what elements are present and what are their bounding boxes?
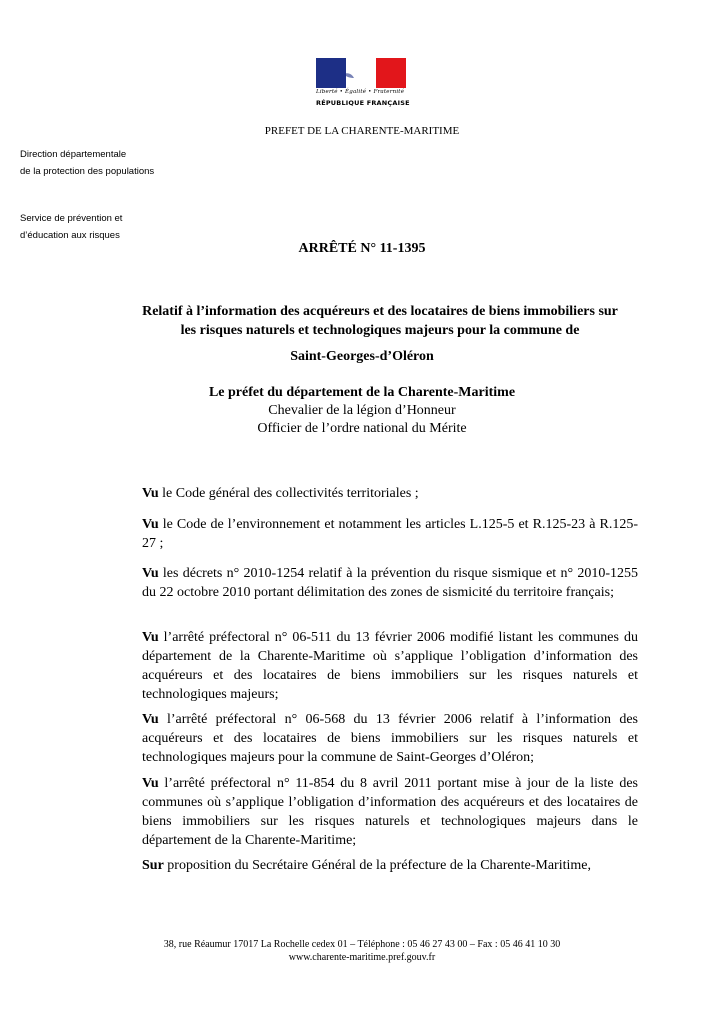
republique-francaise-logo	[316, 58, 410, 110]
prefet-honor-2: Officier de l’ordre national du Mérite	[257, 421, 467, 436]
consideration-text: proposition du Secrétaire Général de la préfecture de la Charente-Maritime,	[163, 858, 591, 873]
consideration-paragraph	[142, 484, 638, 503]
service-line-2: d’éducation aux risques	[20, 230, 120, 241]
consideration-paragraph	[142, 710, 638, 767]
consideration-keyword: Vu	[142, 486, 159, 501]
logo-motto: Liberté • Égalité • Fraternité	[316, 89, 405, 95]
page-footer	[0, 938, 724, 964]
prefet-title: Le préfet du département de la Charente-Maritime	[208, 385, 516, 400]
service-line-1: Service de prévention et	[20, 213, 123, 224]
arrete-number: ARRÊTÉ N° 11-1395	[298, 241, 426, 256]
consideration-keyword: Vu	[142, 712, 159, 727]
consideration-keyword: Sur	[142, 858, 164, 873]
direction-line-2: de la protection des populations	[20, 166, 155, 177]
prefet-titles	[0, 384, 724, 438]
consideration-paragraph	[142, 774, 638, 850]
consideration-text: l’arrêté préfectoral n° 06-511 du 13 février 2006 modifié listant les communes du département de la Charente-Maritime où s’applique l’obligation d’information des acquéreurs et des locataires de biens immobiliers sur les risques naturels et technologiques majeurs;	[142, 630, 638, 702]
commune-name: Saint-Georges-d’Oléron	[290, 349, 434, 364]
prefet-heading: PREFET DE LA CHARENTE-MARITIME	[264, 125, 460, 137]
direction-label	[20, 146, 154, 180]
direction-line-1: Direction départementale	[20, 149, 127, 160]
consideration-paragraph	[142, 856, 638, 875]
service-label	[20, 210, 122, 244]
consideration-paragraph	[142, 564, 638, 602]
consideration-keyword: Vu	[142, 517, 159, 532]
footer-address: 38, rue Réaumur 17017 La Rochelle cedex 01 – Téléphone : 05 46 27 43 00 – Fax : 05 46 41 10 30	[163, 939, 561, 950]
prefet-honor-1: Chevalier de la légion d’Honneur	[268, 403, 456, 418]
marianne-profile-icon	[336, 60, 376, 88]
consideration-text: le Code de l’environnement et notamment les articles L.125-5 et R.125-23 à R.125-27 ;	[142, 517, 638, 551]
consideration-text: l’arrêté préfectoral n° 11-854 du 8 avril 2011 portant mise à jour de la liste des communes où s’applique l’obligation d’information des acquéreurs et des locataires de biens immobiliers sur les risques naturels et technologiques majeurs dans le département de la Charente-Maritime;	[142, 776, 638, 848]
consideration-keyword: Vu	[142, 776, 159, 791]
logo-name: RÉPUBLIQUE FRANÇAISE	[316, 99, 410, 107]
consideration-keyword: Vu	[142, 630, 159, 645]
footer-website[interactable]: www.charente-maritime.pref.gouv.fr	[288, 952, 436, 963]
subject-line-1: Relatif à l’information des acquéreurs et des locataires de biens immobiliers sur	[142, 304, 618, 319]
consideration-paragraph	[142, 628, 638, 704]
consideration-paragraph	[142, 515, 638, 553]
consideration-text: les décrets n° 2010-1254 relatif à la prévention du risque sismique et n° 2010-1255 du 22 octobre 2010 portant délimitation des zones de sismicité du territoire français;	[142, 566, 638, 600]
arrete-subject	[120, 302, 640, 340]
consideration-keyword: Vu	[142, 566, 159, 581]
consideration-text: le Code général des collectivités territoriales ;	[158, 486, 419, 501]
subject-line-2: les risques naturels et technologiques majeurs pour la commune de	[180, 323, 580, 338]
consideration-text: l’arrêté préfectoral n° 06-568 du 13 février 2006 relatif à l’information des acquéreurs et des locataires de biens immobiliers sur les risques naturels et technologiques majeurs pour la commune de Saint-Georges d’Oléron;	[142, 712, 638, 765]
